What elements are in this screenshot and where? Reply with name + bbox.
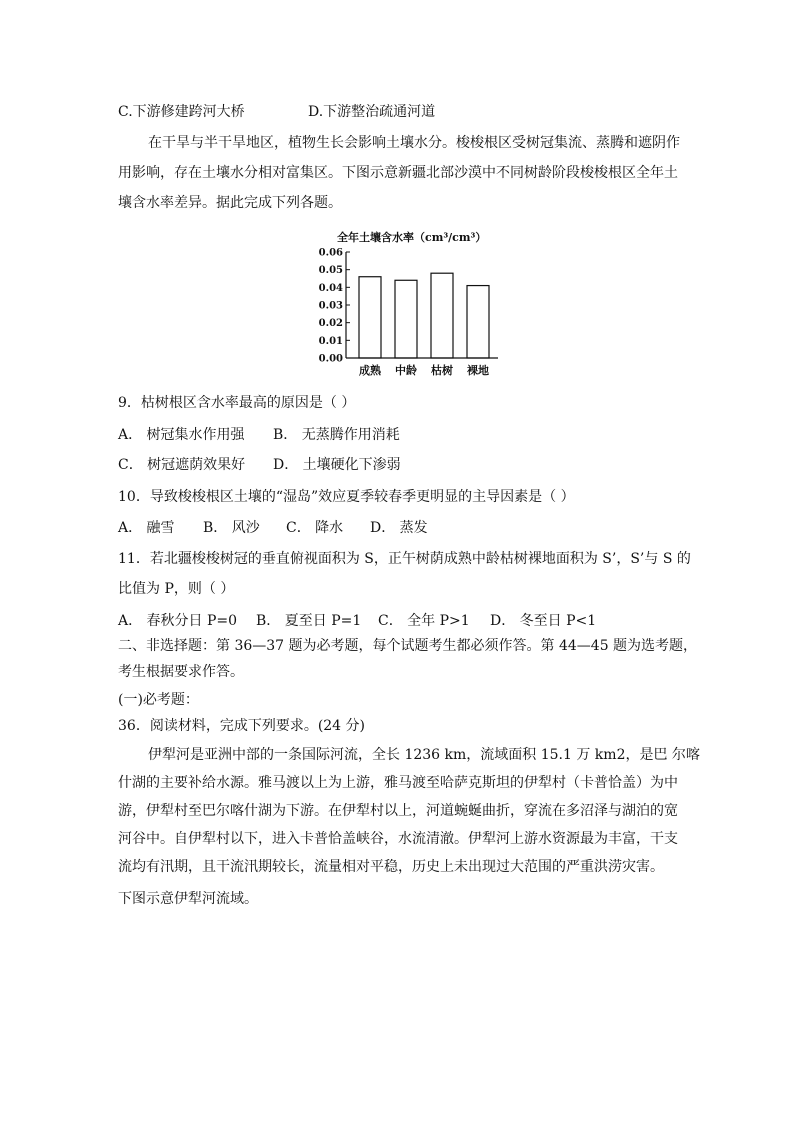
- q11-option-d: D． 冬至日 P<1: [490, 613, 597, 629]
- q9-option-d: D． 土壤硬化下渗弱: [273, 457, 401, 473]
- q10-option-b: B． 风沙: [203, 520, 260, 536]
- bar-成熟: [359, 277, 381, 358]
- y-tick-label: 0.01: [318, 335, 343, 347]
- q9-option-a: A． 树冠集水作用强: [118, 427, 245, 443]
- y-tick-label: 0.00: [318, 353, 343, 365]
- x-tick-label: 成熟: [359, 364, 381, 377]
- option-c-prev: C.下游修建跨河大桥: [118, 104, 245, 120]
- q9-stem: 9．枯树根区含水率最高的原因是（ ）: [118, 395, 356, 411]
- q36-para-line5: 流均有汛期，且干流汛期较长，流量相对平稳，历史上未出现过大范围的严重洪涝灾害。: [118, 859, 664, 875]
- q9-option-c: C． 树冠遮荫效果好: [118, 457, 246, 473]
- passage1-line2: 用影响，存在土壤水分相对富集区。下图示意新疆北部沙漠中不同树龄阶段梭梭根区全年土: [118, 165, 678, 181]
- q10-option-c: C． 降水: [286, 520, 344, 536]
- bar-裸地: [467, 286, 489, 358]
- soil-moisture-bar-chart: [310, 228, 510, 383]
- section2-line1: 二、非选择题：第 36—37 题为必考题，每个试题考生都必须作答。第 44—45 题为选考题，: [118, 638, 698, 654]
- y-tick-label: 0.03: [318, 300, 343, 312]
- bar-枯树: [431, 273, 453, 358]
- x-tick-label: 枯树: [431, 364, 453, 377]
- q10-stem: 10．导致梭梭根区土壤的“湿岛”效应夏季较春季更明显的主导因素是（ ）: [118, 489, 575, 505]
- q10-option-a: A． 融雪: [118, 520, 175, 536]
- figure-caption: 下图示意伊犁河流域。: [118, 891, 258, 907]
- q36-stem: 36．阅读材料，完成下列要求。(24 分): [118, 718, 366, 734]
- q11-option-a: A． 春秋分日 P=0: [118, 613, 238, 629]
- q11-option-b: B． 夏至日 P=1: [256, 613, 362, 629]
- q10-option-d: D． 蒸发: [370, 520, 428, 536]
- x-tick-label: 中龄: [395, 364, 417, 377]
- passage1-line1: 在干旱与半干旱地区，植物生长会影响土壤水分。梭梭根区受树冠集流、蒸腾和遮阴作: [148, 135, 680, 151]
- option-d-prev: D.下游整治疏通河道: [308, 104, 436, 120]
- x-tick-label: 裸地: [467, 364, 489, 377]
- y-tick-label: 0.06: [318, 247, 343, 259]
- q36-para-line3: 游，伊犁村至巴尔喀什湖为下游。在伊犁村以上，河道蜿蜒曲折，穿流在多沼泽与湖泊的宽: [118, 803, 678, 819]
- q11-stem-line1: 11．若北疆梭梭树冠的垂直俯视面积为 S，正午树荫成熟中龄枯树裸地面积为 S’，S’与 S 的: [118, 551, 691, 567]
- y-tick-label: 0.05: [318, 265, 343, 277]
- bar-中龄: [395, 280, 417, 358]
- q36-para-line2: 什湖的主要补给水源。雅马渡以上为上游，雅马渡至哈萨克斯坦的伊犁村（卡普恰盖）为中: [118, 775, 678, 791]
- y-tick-label: 0.04: [318, 282, 343, 294]
- chart-title: 全年土壤含水率（cm³/cm³）: [337, 231, 487, 244]
- section2-line2: 考生根据要求作答。: [118, 664, 244, 680]
- q11-option-c: C． 全年 P>1: [378, 613, 470, 629]
- q11-stem-line2: 比值为 P，则（ ）: [118, 581, 235, 597]
- passage1-line3: 壤含水率差异。据此完成下列各题。: [118, 195, 342, 211]
- y-tick-label: 0.02: [318, 318, 343, 330]
- q36-para-line4: 河谷中。自伊犁村以下，进入卡普恰盖峡谷，水流清澈。伊犁河上游水资源最为丰富，干支: [118, 831, 678, 847]
- q9-option-b: B． 无蒸腾作用消耗: [273, 427, 400, 443]
- required-heading: (一)必考题：: [118, 692, 199, 708]
- q36-para-line1: 伊犁河是亚洲中部的一条国际河流，全长 1236 km，流域面积 15.1 万 km2，是巴 尔喀: [148, 747, 700, 763]
